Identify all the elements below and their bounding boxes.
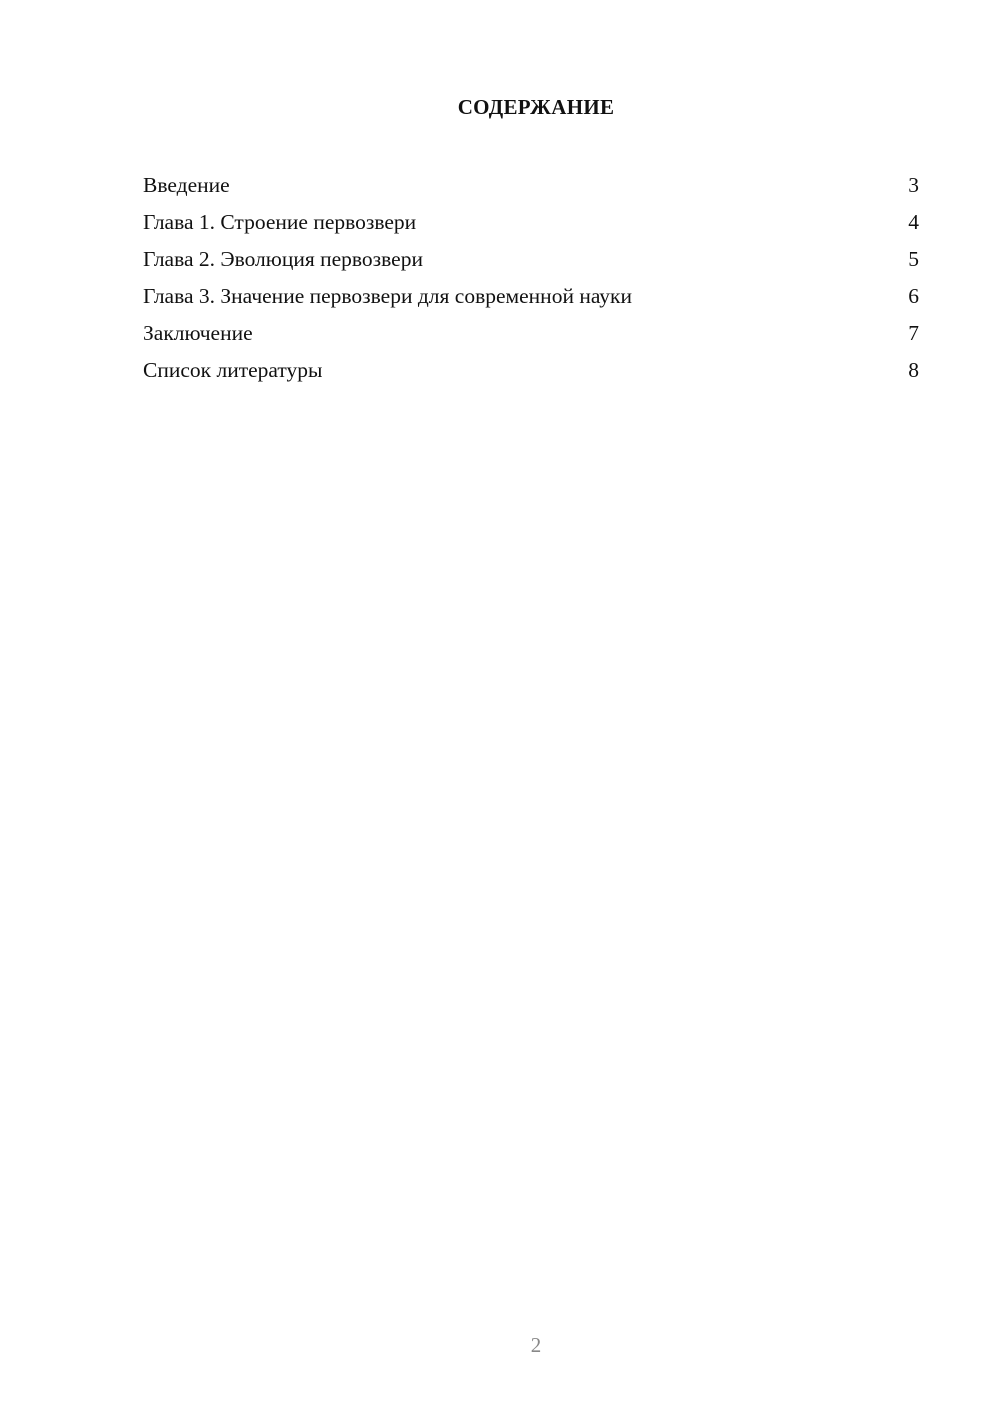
- toc-entry-chapter-3[interactable]: [143, 281, 919, 318]
- toc-entry-page: 7: [908, 321, 919, 345]
- toc-entry-label: Глава 3. Значение первозвери для современной науки: [143, 284, 632, 308]
- toc-entry-references[interactable]: [143, 355, 919, 392]
- toc-entry-page: 4: [908, 210, 919, 234]
- table-of-contents: [143, 170, 919, 392]
- toc-entry-introduction[interactable]: [143, 170, 919, 207]
- toc-entry-conclusion[interactable]: [143, 318, 919, 355]
- toc-entry-label: Глава 1. Строение первозвери: [143, 210, 417, 234]
- toc-entry-page: 8: [908, 358, 919, 382]
- page-number: 2: [530, 1333, 542, 1357]
- toc-entry-label: Заключение: [143, 321, 253, 345]
- toc-title: СОДЕРЖАНИЕ: [457, 95, 615, 119]
- toc-entry-page: 3: [908, 173, 919, 197]
- toc-entry-label: Список литературы: [143, 358, 323, 382]
- toc-entry-page: 6: [908, 284, 919, 308]
- toc-entry-label: Глава 2. Эволюция первозвери: [143, 247, 423, 271]
- toc-entry-chapter-1[interactable]: [143, 207, 919, 244]
- toc-entry-page: 5: [908, 247, 919, 271]
- toc-entry-chapter-2[interactable]: [143, 244, 919, 281]
- toc-entry-label: Введение: [143, 173, 230, 197]
